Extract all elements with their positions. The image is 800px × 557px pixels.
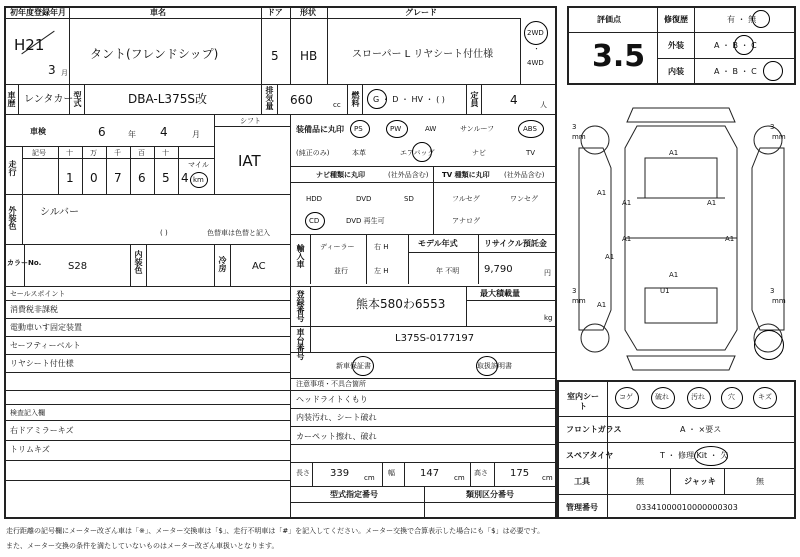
mileage-digit-2: 7	[114, 171, 122, 185]
width-value: 147	[420, 468, 440, 479]
mileage-label: 走行	[8, 160, 17, 176]
seat-label: 室内シート	[567, 392, 599, 412]
damage-mark-6: A1	[605, 253, 615, 261]
bracket-label-3: 3	[770, 287, 775, 295]
glass-options: A ・ ×要ス	[680, 425, 722, 434]
nav-sd: SD	[404, 195, 414, 203]
color-label: 外装色	[8, 206, 17, 230]
inspection-label: 車検	[30, 127, 46, 136]
sales-point-item-1: 電動車いす固定装置	[10, 323, 82, 332]
vehicle-type-value: レンタカー	[24, 94, 74, 105]
drive-dot: ・	[533, 45, 540, 53]
import-left-h: 左 H	[374, 267, 389, 275]
repair-none-circle	[752, 10, 770, 28]
import-right-h: 右 H	[374, 243, 389, 251]
nav-dvd: DVD	[356, 195, 372, 203]
max-load-label: 最大積載量	[480, 289, 520, 298]
reg-year-label: 初年度登録年月	[10, 8, 66, 17]
seat-opt-4: キズ	[758, 393, 772, 401]
inspector-label: 検査記入欄	[10, 409, 45, 417]
equipment-label: 装備品に丸印	[296, 125, 344, 134]
mileage-col-4: 百	[138, 149, 145, 157]
score-label: 評価点	[597, 15, 621, 24]
damage-mark-8: U1	[660, 287, 670, 295]
damage-mark-5: A1	[725, 235, 735, 243]
color-value: シルバー	[40, 207, 80, 218]
repair-options: 有 ・ 無	[727, 15, 757, 24]
year-value: H21	[14, 36, 45, 54]
inspection-year-unit: 年	[128, 130, 136, 139]
car-name-label: 車名	[150, 8, 166, 17]
inspection-month-unit: 月	[192, 130, 200, 139]
displacement-label: 排気量	[265, 86, 274, 110]
mileage-col-1: 十	[66, 149, 73, 157]
max-load-unit: kg	[544, 314, 553, 322]
month-unit: 月	[61, 69, 68, 77]
damage-mark-9: A1	[597, 301, 607, 309]
repair-label: 修復歴	[664, 15, 688, 24]
seat-opt-2: 汚れ	[691, 393, 705, 401]
mileage-col-0: 記号	[32, 149, 46, 157]
inspector-item-1: トリムキズ	[10, 445, 50, 454]
notes-item-0: ヘッドライトくもり	[296, 395, 368, 404]
footer-line-1: 走行距離の記号欄にメーター改ざん車は「※」、メーター交換車は「$」、走行不明車は「#」を記入してください。メーター交換で合算表示した場合にも「$」は必要です。	[6, 527, 545, 535]
damage-mark-2: A1	[622, 199, 632, 207]
recycle-unit: 円	[544, 269, 551, 277]
inspector-item-0: 右ドアミラーキズ	[10, 426, 74, 435]
length-value: 339	[330, 468, 350, 479]
color-no-value: S28	[68, 261, 88, 272]
bracket-label-2: 3	[572, 287, 577, 295]
import-parallel: 並行	[334, 267, 348, 275]
footer-line-2: また、メーター交換の条件を満たしていないものはメーター改ざん車扱いとなります。	[6, 542, 279, 550]
mileage-unit-km: km	[193, 176, 204, 184]
width-unit: cm	[454, 474, 465, 482]
equip-airbag: エアバッグ	[400, 149, 435, 157]
tv-label: TV 種類に丸印	[442, 171, 490, 179]
glass-label: フロントガラス	[566, 425, 622, 434]
nav-label: ナビ種類に丸印	[316, 171, 365, 179]
interior-abc: A ・ B ・ C	[714, 67, 757, 76]
equip-tv: TV	[526, 149, 536, 157]
spare-options: T ・ 修理 Kit ・ 欠	[660, 451, 729, 460]
mileage-digit-3: 6	[138, 171, 146, 185]
type-no-label: 型式指定番号	[330, 490, 378, 499]
notes-item-1: 内装汚れ、シート破れ	[296, 413, 377, 422]
drive-2wd: 2WD	[527, 29, 544, 37]
car-name-value: タント(フレンドシップ)	[90, 47, 219, 61]
shift-value: IAT	[238, 152, 261, 170]
equip-ps: PS	[354, 125, 363, 133]
model-year-value: 年 不明	[436, 267, 460, 275]
chassis-label: 車台番号	[296, 328, 305, 360]
damage-mark-7: A1	[669, 271, 679, 279]
sales-point-item-3: リヤシート付仕様	[10, 359, 74, 368]
recycle-label: リサイクル預託金	[484, 239, 547, 248]
jack-value: 無	[756, 477, 764, 486]
exterior-b-circle	[734, 35, 754, 55]
tv-analog: アナログ	[452, 217, 480, 225]
tools-value: 無	[636, 477, 644, 486]
color-note: 色替車は色替と記入	[207, 229, 270, 237]
mileage-col-2: 万	[90, 149, 97, 157]
length-label: 長さ	[296, 469, 310, 477]
door-value: 5	[271, 49, 279, 63]
score-value: 3.5	[592, 39, 646, 74]
bracket-label-1: 3	[770, 123, 775, 131]
interior-color-label: 内装色	[134, 250, 143, 274]
displacement-unit: cc	[333, 101, 341, 109]
interior-c-circle	[763, 61, 783, 81]
damage-mark-4: A1	[622, 235, 632, 243]
nav-hdd: HDD	[306, 195, 323, 203]
equip-pw: PW	[390, 125, 402, 133]
equip-sunroof: サンルーフ	[460, 125, 495, 133]
bracket-mm-0: mm	[572, 133, 586, 141]
width-label: 幅	[388, 469, 395, 477]
equip-abs: ABS	[523, 125, 537, 133]
height-unit: cm	[542, 474, 553, 482]
capacity-value: 4	[510, 93, 518, 107]
drive-4wd: 4WD	[527, 59, 544, 67]
month-value: 3	[48, 63, 56, 77]
damage-mark-3: A1	[707, 199, 717, 207]
tv-oneseg: ワンセグ	[510, 195, 538, 203]
inspection-year: 6	[98, 125, 106, 139]
notes-label: 注意事項・不具合箇所	[296, 380, 366, 388]
registration-label: 登録番号	[296, 290, 305, 322]
spare-label: スペアタイヤ	[566, 451, 614, 460]
equipment-label-sub: (純正のみ)	[296, 149, 330, 157]
registration-value: 熊本580わ6553	[356, 297, 446, 311]
fuel-options: G ・ D ・ HV ・ ( )	[373, 95, 445, 104]
model-label: 型式	[73, 91, 82, 107]
tv-label-sub: (社外品含む)	[504, 171, 545, 179]
mileage-digit-1: 0	[90, 171, 98, 185]
interior-label: 内装	[668, 67, 684, 76]
new-warranty: 新車保証書	[336, 362, 371, 370]
length-unit: cm	[364, 474, 375, 482]
bracket-mm-3: mm	[772, 297, 786, 305]
equip-leather: 本革	[352, 149, 366, 157]
mgmt-label: 管理番号	[566, 503, 598, 512]
nav-dvd-play: DVD 再生可	[346, 217, 385, 225]
import-dealer: ディーラー	[320, 243, 355, 251]
exterior-abc: A ・ B ・ C	[714, 41, 757, 50]
bracket-mm-2: mm	[572, 297, 586, 305]
grade-label: グレード	[405, 8, 437, 17]
model-year-label: モデル年式	[418, 239, 458, 248]
sales-point-item-0: 消費税非課税	[10, 305, 58, 314]
model-value: DBA-L375S改	[128, 92, 207, 106]
import-label: 輸入車	[296, 244, 305, 268]
tools-label: 工具	[574, 477, 590, 486]
grade-value: スローパー L リヤシート付仕様	[352, 49, 494, 60]
mgmt-value: 03341000010000000303	[636, 503, 738, 512]
damage-mark-1: A1	[597, 189, 607, 197]
mileage-col-3: 千	[114, 149, 121, 157]
sales-point-item-2: セーフティーベルト	[10, 341, 81, 350]
shape-value: HB	[300, 49, 318, 63]
jack-label: ジャッキ	[684, 477, 716, 486]
capacity-label: 定員	[470, 91, 479, 107]
chassis-value: L375S-0177197	[395, 333, 475, 344]
ac-label: 冷房	[218, 256, 227, 272]
equip-navi: ナビ	[472, 149, 486, 157]
class-no-label: 類別区分番号	[466, 490, 514, 499]
manual: 取扱説明書	[477, 362, 512, 370]
seat-opt-0: コゲ	[619, 393, 633, 401]
color-note-paren: ( )	[160, 229, 168, 237]
fuel-label: 燃料	[351, 91, 360, 107]
spare-kit-circle	[694, 446, 728, 466]
tv-fullseg: フルセグ	[452, 195, 480, 203]
nav-cd: CD	[309, 217, 320, 225]
damage-mark-0: A1	[669, 149, 679, 157]
seat-opt-3: 穴	[728, 393, 735, 401]
height-value: 175	[510, 468, 530, 479]
mileage-unit-mile: マイル	[188, 161, 209, 169]
ac-value: AC	[252, 261, 266, 272]
color-no-label: カラーNo.	[7, 259, 42, 267]
spare-wheel-circle	[754, 330, 784, 360]
shape-label: 形状	[300, 8, 316, 17]
mileage-digit-4: 5	[162, 171, 170, 185]
capacity-unit: 人	[540, 101, 547, 109]
mileage-col-5: 十	[162, 149, 169, 157]
displacement-value: 660	[290, 93, 313, 107]
inspection-month: 4	[160, 125, 168, 139]
bracket-label-0: 3	[572, 123, 577, 131]
nav-label-sub: (社外品含む)	[388, 171, 429, 179]
mileage-digit-5: 4	[181, 171, 189, 185]
sales-points-label: セールスポイント	[10, 290, 66, 298]
seat-opt-1: 破れ	[655, 393, 669, 401]
door-label: ドア	[267, 8, 283, 17]
recycle-value: 9,790	[484, 264, 513, 275]
bracket-mm-1: mm	[772, 133, 786, 141]
mileage-digit-0: 1	[66, 171, 74, 185]
equip-aw: AW	[425, 125, 437, 133]
height-label: 高さ	[474, 469, 488, 477]
vehicle-type-label: 車歴	[7, 91, 16, 107]
shift-label: シフト	[240, 117, 261, 125]
exterior-label: 外装	[668, 41, 684, 50]
notes-item-2: カーペット擦れ、破れ	[296, 432, 377, 441]
